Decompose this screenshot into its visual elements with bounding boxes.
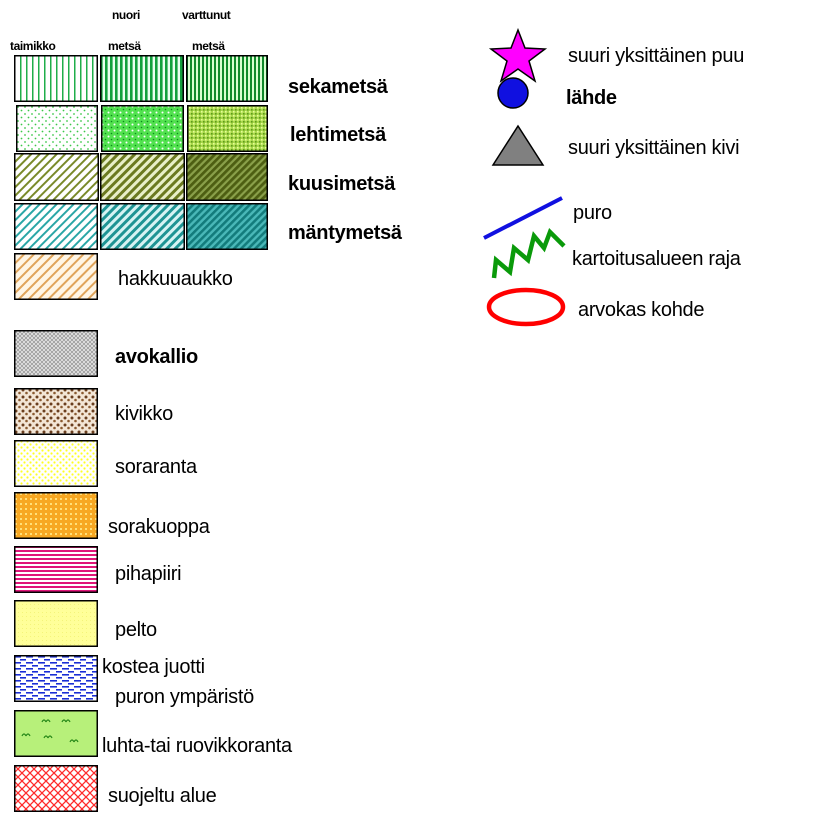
swatch-avokallio [14,330,98,377]
label-suojeltu-alue: suojeltu alue [108,785,217,807]
zigzag-icon [488,226,574,284]
col-header-taimikko: taimikko [10,39,56,53]
swatch-sorakuoppa [14,492,98,539]
swatch-sekametsa-nuori [100,55,184,102]
col-header-nuori-line1: nuori [112,8,140,22]
label-pihapiiri: pihapiiri [115,563,182,585]
swatch-soraranta [14,440,98,487]
swatch-luhta-ruovikkoranta [14,710,98,757]
swatch-lehtimetsa-varttunut [187,105,268,152]
swatch-kivikko [14,388,98,435]
label-suuri-yksittainen-puu: suuri yksittäinen puu [568,45,745,67]
label-lehtimetsa: lehtimetsä [290,124,386,146]
label-mantymetsa: mäntymetsä [288,222,402,244]
swatch-mantymetsa-taimikko [14,203,98,250]
label-suuri-yksittainen-kivi: suuri yksittäinen kivi [568,137,740,159]
swatch-sekametsa-varttunut [186,55,268,102]
label-luhta-ruovikkoranta: luhta-tai ruovikkoranta [102,735,292,757]
label-puron-ymparisto: puron ympäristö [115,686,254,708]
ellipse-icon [484,284,570,330]
swatch-kuusimetsa-nuori [100,153,185,201]
swatch-pihapiiri [14,546,98,593]
swatch-kuusimetsa-taimikko [14,153,99,201]
swatch-mantymetsa-varttunut [186,203,268,250]
swatch-pelto [14,600,98,647]
label-kostea-juotti: kostea juotti [102,656,205,678]
label-kartoitusalueen-raja: kartoitusalueen raja [572,248,741,270]
col-header-varttunut-line2: metsä [192,39,225,53]
label-pelto: pelto [115,619,157,641]
col-header-nuori-line2: metsä [108,39,141,53]
swatch-kuusimetsa-varttunut [186,153,268,201]
triangle-icon [490,124,546,168]
label-avokallio: avokallio [115,346,198,368]
label-sekametsa: sekametsä [288,76,388,98]
label-kivikko: kivikko [115,403,173,425]
label-arvokas-kohde: arvokas kohde [578,299,705,321]
swatch-hakkuuaukko [14,253,98,300]
label-kuusimetsa: kuusimetsä [288,173,396,195]
swatch-sekametsa-taimikko [14,55,98,102]
circle-icon [496,76,532,112]
label-hakkuuaukko: hakkuuaukko [118,268,233,290]
swatch-suojeltu-alue [14,765,98,812]
label-soraranta: soraranta [115,456,197,478]
col-header-varttunut-line1: varttunut [182,8,231,22]
swatch-kostea-juotti [14,655,98,702]
swatch-lehtimetsa-taimikko [16,105,98,152]
label-sorakuoppa: sorakuoppa [108,516,210,538]
swatch-lehtimetsa-nuori [101,105,184,152]
swatch-mantymetsa-nuori [100,203,185,250]
label-puro: puro [573,202,612,224]
label-lahde: lähde [566,87,617,109]
